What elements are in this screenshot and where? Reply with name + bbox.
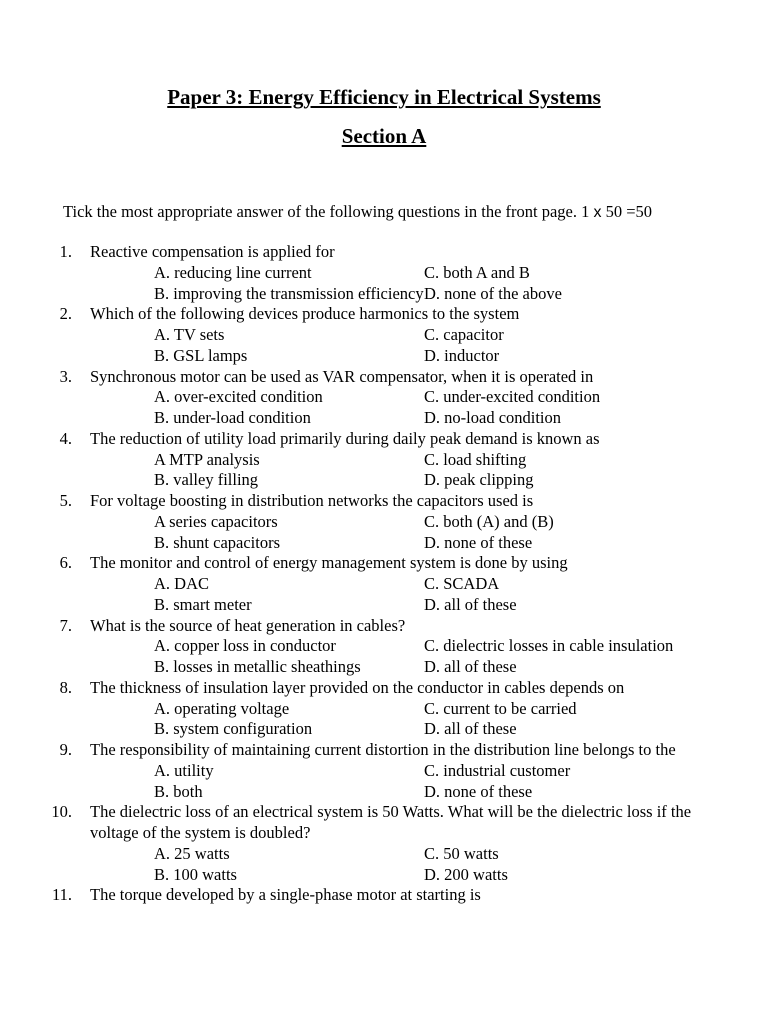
option-b: B. both xyxy=(154,781,203,801)
question-text: Reactive compensation is applied for xyxy=(90,242,335,261)
question-item xyxy=(0,367,768,429)
option-row xyxy=(0,865,768,886)
question-number: 6. xyxy=(59,553,72,573)
option-row xyxy=(0,470,768,491)
question-number: 2. xyxy=(59,304,72,324)
question-line xyxy=(0,740,768,761)
option-c: C. both A and B xyxy=(424,262,530,282)
option-d: D. all of these xyxy=(424,594,517,614)
option-c: C. current to be carried xyxy=(424,698,577,718)
option-a: A. utility xyxy=(154,760,214,780)
question-item xyxy=(0,242,768,304)
question-text: The dielectric loss of an electrical system is 50 Watts. What will be the dielectric loss if the voltage of the system is doubled? xyxy=(90,802,692,842)
option-d: D. all of these xyxy=(424,657,517,676)
option-c: C. load shifting xyxy=(424,449,527,469)
question-text: The torque developed by a single-phase motor at starting is xyxy=(90,885,481,905)
question-text: The monitor and control of energy management system is done by using xyxy=(90,553,568,573)
question-number: 4. xyxy=(59,428,72,448)
option-b: B. valley filling xyxy=(154,470,259,490)
question-text: For voltage boosting in distribution networks the capacitors used is xyxy=(90,491,534,510)
option-d: D. none of these xyxy=(424,532,533,552)
option-c: C. capacitor xyxy=(424,325,504,344)
option-row xyxy=(0,512,768,533)
option-d: D. peak clipping xyxy=(424,470,534,490)
question-line xyxy=(0,491,768,512)
question-item xyxy=(0,885,768,906)
question-number: 5. xyxy=(59,491,72,510)
instruction-marks: 50 =50 xyxy=(601,202,653,221)
option-row xyxy=(0,263,768,284)
option-row xyxy=(0,657,768,678)
question-number: 9. xyxy=(59,740,72,759)
option-a: A. over-excited condition xyxy=(154,387,323,407)
option-row xyxy=(0,761,768,782)
question-item xyxy=(0,429,768,491)
option-a: A MTP analysis xyxy=(154,449,260,469)
option-b: B. under-load condition xyxy=(154,408,311,427)
question-text: Synchronous motor can be used as VAR compensator, when it is operated in xyxy=(90,366,594,386)
option-row xyxy=(0,408,768,429)
option-row xyxy=(0,595,768,616)
option-d: D. all of these xyxy=(424,719,517,739)
question-number: 1. xyxy=(59,242,72,261)
option-d: D. none of these xyxy=(424,781,533,801)
option-c: C. industrial customer xyxy=(424,760,571,780)
question-item xyxy=(0,740,768,802)
option-c: C. dielectric losses in cable insulation xyxy=(424,636,674,656)
question-item xyxy=(0,304,768,366)
option-b: B. shunt capacitors xyxy=(154,532,281,552)
option-c: C. SCADA xyxy=(424,574,500,593)
option-row xyxy=(0,636,768,657)
question-item xyxy=(0,802,768,885)
instruction-multiply: x xyxy=(593,204,602,221)
option-row xyxy=(0,844,768,865)
option-c: C. 50 watts xyxy=(424,843,499,863)
question-line xyxy=(0,616,768,637)
instruction-text: Tick the most appropriate answer of the following questions in the front page. 1 xyxy=(63,202,594,221)
option-row xyxy=(0,387,768,408)
option-a: A. DAC xyxy=(154,574,210,593)
question-number: 10. xyxy=(51,802,72,822)
option-d: D. inductor xyxy=(424,345,500,365)
question-item xyxy=(0,553,768,615)
option-row xyxy=(0,719,768,740)
option-c: C. both (A) and (B) xyxy=(424,511,554,531)
instructions xyxy=(63,202,652,222)
option-b: B. improving the transmission efficiency xyxy=(154,283,424,303)
option-b: B. losses in metallic sheathings xyxy=(154,657,361,676)
question-item xyxy=(0,491,768,553)
option-d: D. none of the above xyxy=(424,283,562,303)
question-line xyxy=(0,304,768,325)
question-line xyxy=(0,678,768,699)
option-a: A. copper loss in conductor xyxy=(154,636,336,656)
option-row xyxy=(0,533,768,554)
option-b: B. GSL lamps xyxy=(154,345,248,365)
question-line xyxy=(0,242,768,263)
option-a: A. reducing line current xyxy=(154,262,312,282)
option-a: A. 25 watts xyxy=(154,843,230,863)
question-text: The reduction of utility load primarily during daily peak demand is known as xyxy=(90,428,600,448)
question-number: 3. xyxy=(59,366,72,386)
option-row xyxy=(0,325,768,346)
option-row xyxy=(0,782,768,803)
option-d: D. 200 watts xyxy=(424,864,508,884)
option-c: C. under-excited condition xyxy=(424,387,601,407)
question-text: The thickness of insulation layer provided on the conductor in cables depends on xyxy=(90,677,625,697)
option-row xyxy=(0,450,768,471)
option-row xyxy=(0,574,768,595)
question-number: 11. xyxy=(51,885,72,905)
option-b: B. 100 watts xyxy=(154,864,237,884)
question-number: 7. xyxy=(59,615,72,635)
question-text: The responsibility of maintaining current distortion in the distribution line belongs to the xyxy=(90,740,676,759)
option-row xyxy=(0,346,768,367)
option-a: A. operating voltage xyxy=(154,698,290,718)
question-text: What is the source of heat generation in cables? xyxy=(90,615,406,635)
page-title: Paper 3: Energy Efficiency in Electrical Systems xyxy=(167,85,601,109)
option-b: B. system configuration xyxy=(154,719,313,739)
question-item xyxy=(0,616,768,678)
question-line xyxy=(0,367,768,388)
option-row xyxy=(0,284,768,305)
question-line xyxy=(0,802,768,844)
question-item xyxy=(0,678,768,740)
question-line xyxy=(0,429,768,450)
question-list xyxy=(0,242,768,906)
option-row xyxy=(0,699,768,720)
question-line xyxy=(0,553,768,574)
section-heading: Section A xyxy=(341,124,427,148)
option-d: D. no-load condition xyxy=(424,408,562,427)
question-number: 8. xyxy=(59,677,72,697)
question-text: Which of the following devices produce harmonics to the system xyxy=(90,304,520,324)
question-line xyxy=(0,885,768,906)
option-a: A. TV sets xyxy=(154,325,225,344)
option-a: A series capacitors xyxy=(154,511,278,531)
option-b: B. smart meter xyxy=(154,594,252,614)
